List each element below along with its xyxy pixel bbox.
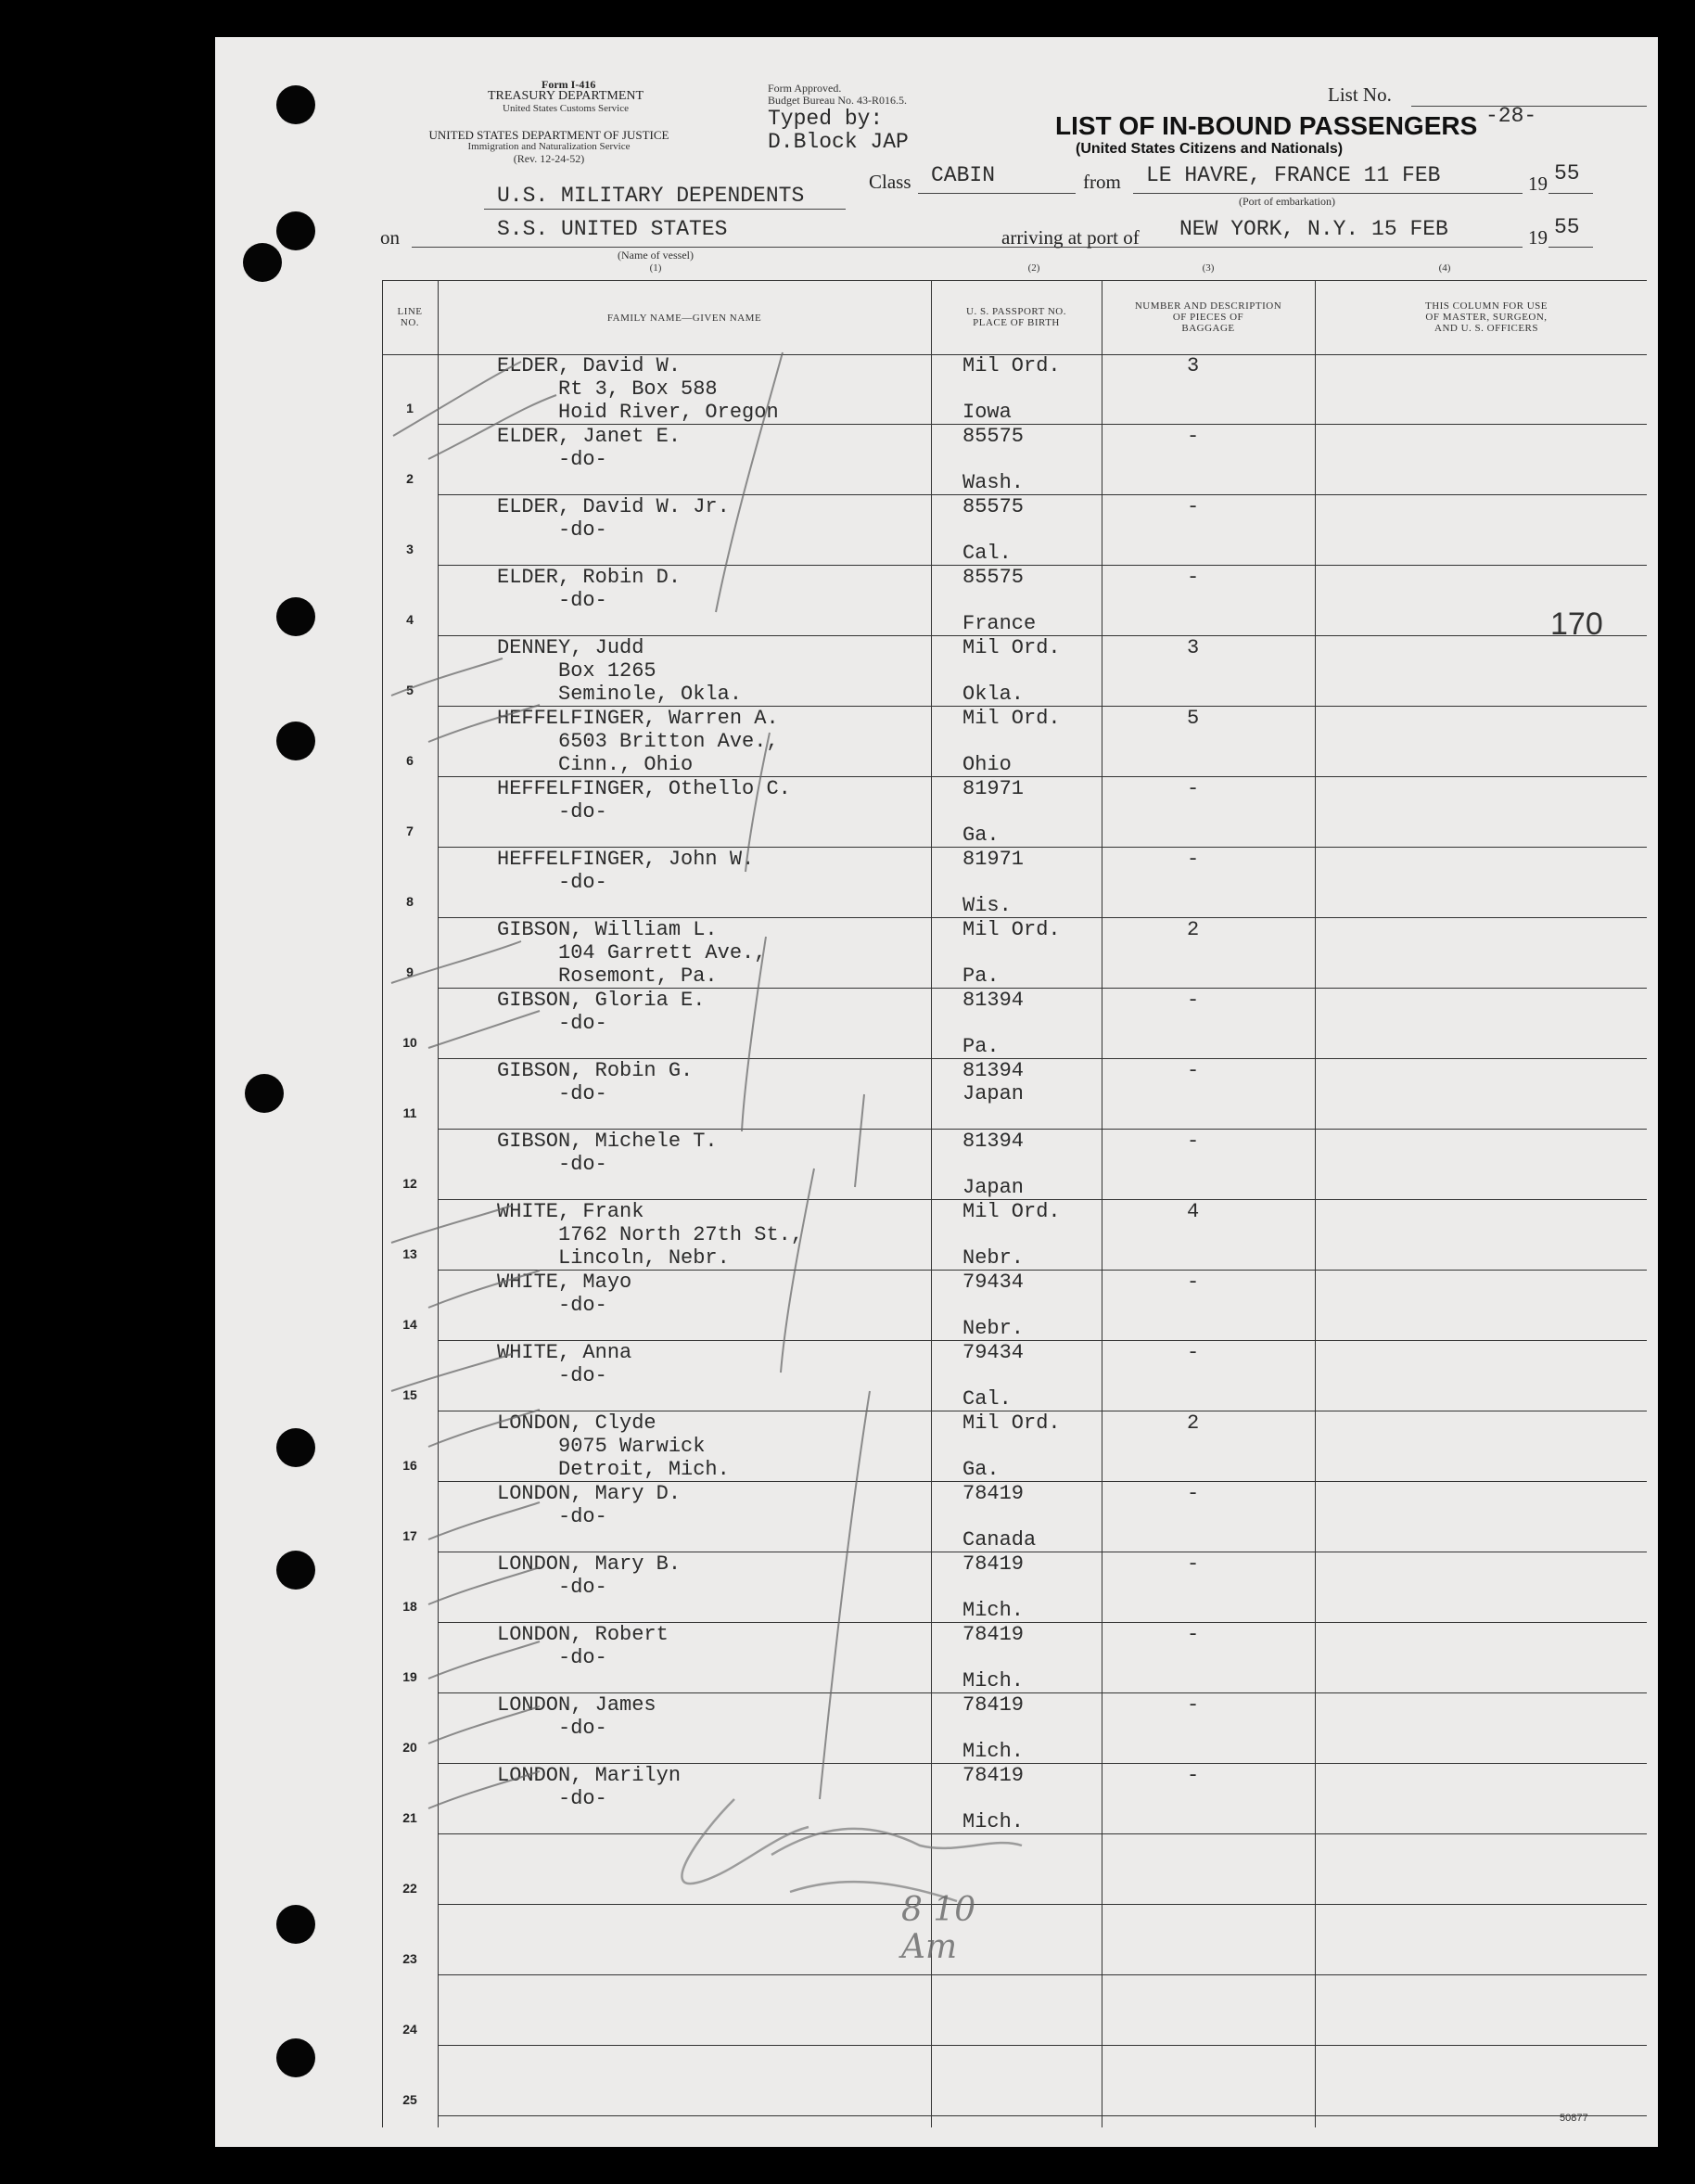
line-number: 12	[402, 1176, 417, 1191]
passport-birthplace: 78419 Mich.	[962, 1764, 1025, 1833]
passport-birthplace: 81394 Japan	[962, 1130, 1025, 1199]
line-number: 7	[406, 824, 414, 838]
ins-service: Immigration and Naturalization Service	[467, 141, 631, 152]
line-number: 25	[402, 2092, 417, 2107]
table-row	[215, 636, 1658, 707]
passport-birthplace: 85575 Wash.	[962, 425, 1025, 494]
line-number: 2	[406, 471, 414, 486]
binder-hole	[276, 85, 315, 124]
typist-initials: D.Block JAP	[768, 130, 909, 154]
passport-birthplace: Mil Ord. Ga.	[962, 1411, 1061, 1481]
line-number: 9	[406, 964, 414, 979]
passport-birthplace: 79434 Nebr.	[962, 1271, 1025, 1340]
passport-birthplace: 79434 Cal.	[962, 1341, 1025, 1411]
baggage-count: 3	[1187, 354, 1200, 377]
table-row	[215, 848, 1658, 918]
line-number: 11	[402, 1105, 417, 1120]
passenger-name: LONDON, Clyde 9075 Warwick Detroit, Mich.	[497, 1411, 730, 1481]
line-number: 20	[402, 1740, 417, 1755]
header-officers: THIS COLUMN FOR USE OF MASTER, SURGEON, AND U. S. OFFICERS	[1424, 300, 1548, 334]
typed-by-label: Typed by:	[768, 107, 884, 131]
passenger-name: HEFFELFINGER, Othello C. -do-	[497, 777, 791, 824]
footer-code: 50877	[1560, 2113, 1588, 2124]
baggage-count: -	[1187, 1623, 1200, 1646]
passport-birthplace: Mil Ord. Iowa	[962, 354, 1061, 424]
class-value: CABIN	[931, 163, 996, 187]
passport-birthplace: Mil Ord. Ohio	[962, 707, 1061, 776]
passenger-name: HEFFELFINGER, John W. -do-	[497, 848, 755, 894]
port-of-embarkation-caption: (Port of embarkation)	[1239, 195, 1335, 208]
line-number: 21	[402, 1810, 417, 1825]
line-number: 4	[406, 612, 414, 627]
group-underline	[484, 209, 846, 210]
passenger-name: WHITE, Anna -do-	[497, 1341, 632, 1387]
baggage-count: 5	[1187, 707, 1200, 730]
binder-hole	[245, 1074, 284, 1113]
baggage-count: -	[1187, 1271, 1200, 1294]
on-label: on	[380, 226, 400, 249]
year-value: 55	[1554, 161, 1580, 185]
from-label: from	[1083, 171, 1121, 193]
manifest-subtitle: (United States Citizens and Nationals)	[1076, 141, 1344, 157]
table-row	[215, 1552, 1658, 1623]
table-row	[215, 1059, 1658, 1130]
vessel-name: S.S. UNITED STATES	[497, 217, 728, 241]
table-row	[215, 425, 1658, 495]
passenger-name: GIBSON, Robin G. -do-	[497, 1059, 694, 1105]
form-approved: Form Approved.	[768, 82, 842, 95]
year-prefix: 19	[1528, 172, 1548, 195]
arrival-value: NEW YORK, N.Y. 15 FEB	[1179, 217, 1448, 241]
row-separator	[438, 2115, 1647, 2116]
header-family-name: FAMILY NAME—GIVEN NAME	[606, 313, 762, 324]
table-row	[215, 1130, 1658, 1200]
baggage-count: -	[1187, 1552, 1200, 1576]
baggage-count: 2	[1187, 1411, 1200, 1435]
passenger-name: ELDER, David W. Jr. -do-	[497, 495, 730, 542]
line-number: 15	[402, 1387, 417, 1402]
table-row	[215, 918, 1658, 989]
passenger-name: GIBSON, William L. 104 Garrett Ave., Rosemont, Pa.	[497, 918, 767, 988]
from-value: LE HAVRE, FRANCE 11 FEB	[1146, 163, 1441, 187]
passport-birthplace: Mil Ord. Nebr.	[962, 1200, 1061, 1270]
header-baggage: NUMBER AND DESCRIPTION OF PIECES OF BAGGAGE	[1134, 300, 1282, 334]
customs-service: United States Customs Service	[503, 103, 629, 114]
col-num-4: (4)	[1438, 262, 1451, 274]
baggage-count: -	[1187, 777, 1200, 800]
passport-birthplace: 81394 Japan	[962, 1059, 1025, 1105]
line-number: 24	[402, 2022, 417, 2037]
passenger-name: ELDER, Robin D. -do-	[497, 566, 682, 612]
line-number: 8	[406, 894, 414, 909]
passenger-name: DENNEY, Judd Box 1265 Seminole, Okla.	[497, 636, 743, 706]
table-row	[215, 777, 1658, 848]
line-number: 6	[406, 753, 414, 768]
col-num-3: (3)	[1202, 262, 1215, 274]
baggage-count: -	[1187, 566, 1200, 589]
passport-birthplace: 85575 France	[962, 566, 1037, 635]
passport-birthplace: Mil Ord. Okla.	[962, 636, 1061, 706]
baggage-count: -	[1187, 1764, 1200, 1787]
passport-birthplace: Mil Ord. Pa.	[962, 918, 1061, 988]
line-number: 14	[402, 1317, 417, 1332]
binder-hole	[276, 1428, 315, 1467]
baggage-count: -	[1187, 1130, 1200, 1153]
table-row	[215, 1764, 1658, 1834]
table-row	[215, 354, 1658, 425]
baggage-count: -	[1187, 1059, 1200, 1082]
line-number: 5	[406, 683, 414, 697]
binder-hole	[276, 211, 315, 250]
line-number: 17	[402, 1528, 417, 1543]
table-row	[215, 1411, 1658, 1482]
binder-hole	[276, 722, 315, 760]
table-row	[215, 1482, 1658, 1552]
binder-hole	[243, 243, 282, 282]
passenger-name: ELDER, Janet E. -do-	[497, 425, 682, 471]
class-label: Class	[869, 171, 911, 193]
year-underline	[1548, 193, 1593, 194]
passenger-name: GIBSON, Michele T. -do-	[497, 1130, 718, 1176]
form-number: Form I-416	[542, 78, 596, 91]
passport-birthplace: 78419 Mich.	[962, 1552, 1025, 1622]
binder-hole	[276, 1905, 315, 1944]
table-row	[215, 1271, 1658, 1341]
binder-hole	[276, 1551, 315, 1590]
table-row	[215, 2046, 1658, 2116]
signature-time: 8 10 Am	[901, 1891, 976, 1966]
line-number: 13	[402, 1246, 417, 1261]
passenger-name: LONDON, Mary D. -do-	[497, 1482, 682, 1528]
table-row	[215, 495, 1658, 566]
passenger-name: LONDON, Mary B. -do-	[497, 1552, 682, 1599]
budget-bureau: Budget Bureau No. 43-R016.5.	[768, 94, 907, 107]
table-row	[215, 1975, 1658, 2046]
class-underline	[918, 193, 1076, 194]
manifest-title: LIST OF IN-BOUND PASSENGERS	[1055, 111, 1478, 140]
line-number: 22	[402, 1881, 417, 1896]
line-number: 16	[402, 1458, 417, 1473]
passport-birthplace: 81394 Pa.	[962, 989, 1025, 1058]
baggage-count: -	[1187, 425, 1200, 448]
manifest-page	[215, 37, 1658, 2147]
arriving-label: arriving at port of	[1001, 226, 1140, 249]
line-number: 18	[402, 1599, 417, 1614]
treasury-department: TREASURY DEPARTMENT	[487, 89, 644, 103]
table-row	[215, 1200, 1658, 1271]
passport-birthplace: 78419 Canada	[962, 1482, 1037, 1552]
line-number: 1	[406, 401, 414, 415]
list-number-label: List No.	[1328, 83, 1392, 106]
binder-hole	[276, 2038, 315, 2077]
baggage-count: 4	[1187, 1200, 1200, 1223]
passport-birthplace: 85575 Cal.	[962, 495, 1025, 565]
passport-birthplace: 78419 Mich.	[962, 1693, 1025, 1763]
passenger-name: WHITE, Mayo -do-	[497, 1271, 632, 1317]
passport-birthplace: 81971 Wis.	[962, 848, 1025, 917]
baggage-count: -	[1187, 1482, 1200, 1505]
name-of-vessel-caption: (Name of vessel)	[618, 249, 694, 262]
revision-date: (Rev. 12-24-52)	[513, 152, 585, 165]
line-number: 19	[402, 1669, 417, 1684]
passenger-name: LONDON, Marilyn -do-	[497, 1764, 682, 1810]
baggage-count: -	[1187, 495, 1200, 518]
arrival-underline	[1179, 247, 1523, 248]
passport-birthplace: 81971 Ga.	[962, 777, 1025, 847]
col-num-1: (1)	[649, 262, 662, 274]
baggage-count: 3	[1187, 636, 1200, 659]
justice-department: UNITED STATES DEPARTMENT OF JUSTICE	[428, 128, 669, 142]
passenger-name: LONDON, Robert -do-	[497, 1623, 669, 1669]
passenger-name: HEFFELFINGER, Warren A. 6503 Britton Ave., Cinn., Ohio	[497, 707, 779, 776]
passenger-name: LONDON, James -do-	[497, 1693, 656, 1740]
header-passport: U. S. PASSPORT NO. PLACE OF BIRTH	[966, 306, 1066, 328]
table-row	[215, 1693, 1658, 1764]
group-name: U.S. MILITARY DEPENDENTS	[497, 184, 805, 208]
line-number: 10	[402, 1035, 417, 1050]
table-row	[215, 1341, 1658, 1411]
line-number: 3	[406, 542, 414, 556]
line-number: 23	[402, 1951, 417, 1966]
table-row	[215, 989, 1658, 1059]
passenger-name: GIBSON, Gloria E. -do-	[497, 989, 706, 1035]
baggage-count: -	[1187, 1693, 1200, 1717]
col-num-2: (2)	[1027, 262, 1040, 274]
baggage-count: 2	[1187, 918, 1200, 941]
baggage-count: -	[1187, 848, 1200, 871]
passport-birthplace: 78419 Mich.	[962, 1623, 1025, 1692]
year2-prefix: 19	[1528, 226, 1548, 249]
baggage-count: -	[1187, 1341, 1200, 1364]
year2-underline	[1548, 247, 1593, 248]
table-row	[215, 566, 1658, 636]
list-number-value: -28-	[1485, 104, 1537, 128]
table-row	[215, 1623, 1658, 1693]
side-number: 170	[1550, 607, 1603, 642]
year2-value: 55	[1554, 215, 1580, 239]
passenger-name: ELDER, David W. Rt 3, Box 588 Hoid River, Oregon	[497, 354, 779, 424]
table-top-border	[382, 280, 1647, 281]
binder-hole	[276, 597, 315, 636]
from-underline	[1133, 193, 1523, 194]
header-line-no: LINE NO.	[397, 306, 423, 328]
passenger-name: WHITE, Frank 1762 North 27th St., Lincoln, Nebr.	[497, 1200, 804, 1270]
baggage-count: -	[1187, 989, 1200, 1012]
table-row	[215, 707, 1658, 777]
